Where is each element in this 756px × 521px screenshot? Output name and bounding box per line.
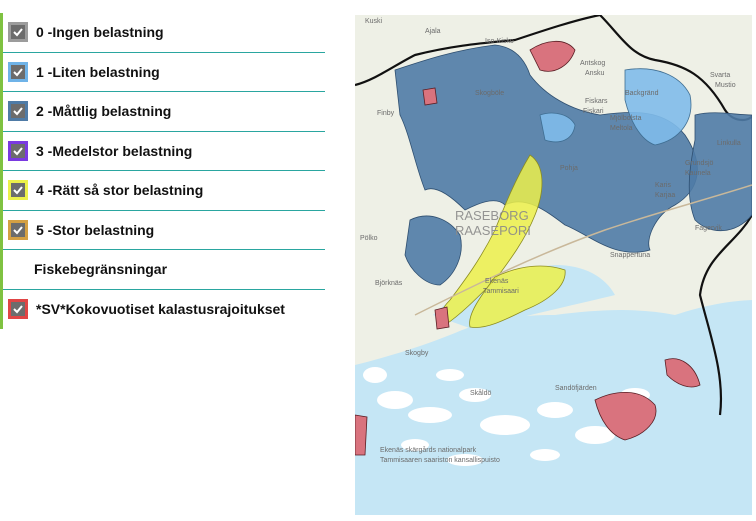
legend-checkbox-fishing[interactable] (8, 299, 28, 319)
legend-checkbox-1[interactable] (8, 62, 28, 82)
place-label: Ekenäs skärgårds nationalpark (380, 447, 477, 454)
place-label: Antskog (580, 60, 606, 67)
map-view[interactable] (355, 15, 752, 515)
place-label: Mjölbolsta (610, 115, 642, 122)
legend-item-0[interactable] (3, 13, 325, 53)
place-label: Ansku (585, 70, 605, 77)
place-label: Fagervik (695, 225, 722, 232)
legend-item-5[interactable] (3, 211, 325, 251)
legend-label-3: 3 -Medelstor belastning (36, 142, 193, 159)
place-label: Skogböle (475, 90, 505, 97)
legend-label-5: 5 -Stor belastning (36, 221, 155, 238)
legend-item-4[interactable] (3, 171, 325, 211)
place-label: Backgränd (625, 90, 659, 97)
check-icon (12, 303, 24, 315)
place-label: Mustio (715, 82, 736, 89)
place-label: Ajala (425, 28, 441, 35)
legend-checkbox-5[interactable] (8, 220, 28, 240)
place-label: Linkulla (717, 140, 741, 147)
place-label: Skåldö (470, 390, 492, 397)
place-label: Pölko (360, 235, 378, 242)
legend-item-3[interactable] (3, 132, 325, 172)
place-label: Karis (655, 182, 671, 189)
place-label: Karjaa (655, 192, 676, 199)
town-label: RASEBORG (455, 208, 529, 223)
place-label: Sandöfjärden (555, 385, 597, 392)
place-label: Finby (377, 110, 395, 117)
place-label: Björknäs (375, 280, 403, 287)
check-icon (12, 66, 24, 78)
restriction-southwest (355, 415, 367, 455)
place-label: Fiskari (583, 108, 604, 115)
restriction-river (435, 307, 449, 329)
place-label: Skogby (405, 350, 429, 357)
place-label: Ekenäs (485, 278, 509, 285)
check-icon (12, 145, 24, 157)
legend-label-2: 2 -Måttlig belastning (36, 103, 172, 120)
place-label: Meltola (610, 125, 633, 132)
place-label: Snappertuna (610, 252, 651, 259)
legend-item-2[interactable] (3, 92, 325, 132)
place-label: Tammisaaren saariston kansallispuisto (380, 457, 500, 464)
legend-checkbox-3[interactable] (8, 141, 28, 161)
map-canvas[interactable] (355, 15, 752, 515)
place-label: Iso-Kisko (485, 38, 514, 45)
town-label: RAASEPORI (455, 223, 531, 238)
check-icon (12, 184, 24, 196)
legend-section-title: Fiskebegränsningar (34, 261, 168, 278)
map-legend (0, 13, 325, 329)
legend-item-fishing[interactable] (3, 290, 325, 330)
legend-checkbox-0[interactable] (8, 22, 28, 42)
place-label: Pohja (560, 165, 578, 172)
legend-checkbox-2[interactable] (8, 101, 28, 121)
place-label: Fiskars (585, 98, 608, 105)
check-icon (12, 26, 24, 38)
legend-item-1[interactable] (3, 53, 325, 93)
legend-checkbox-4[interactable] (8, 180, 28, 200)
legend-label-fishing: *SV*Kokovuotiset kalastusrajoitukset (36, 301, 285, 318)
place-label: Tammisaari (483, 288, 519, 295)
place-label: Svarta (710, 72, 731, 79)
restriction-northwest (423, 88, 437, 105)
legend-label-4: 4 -Rätt så stor belastning (36, 182, 204, 199)
place-label: Kaunela (685, 170, 711, 177)
place-label: Grundsjö (685, 160, 714, 167)
place-label: Kuski (365, 18, 383, 25)
legend-label-0: 0 -Ingen belastning (36, 24, 164, 41)
legend-section-header (3, 250, 325, 290)
legend-label-1: 1 -Liten belastning (36, 63, 160, 80)
check-icon (12, 224, 24, 236)
check-icon (12, 105, 24, 117)
